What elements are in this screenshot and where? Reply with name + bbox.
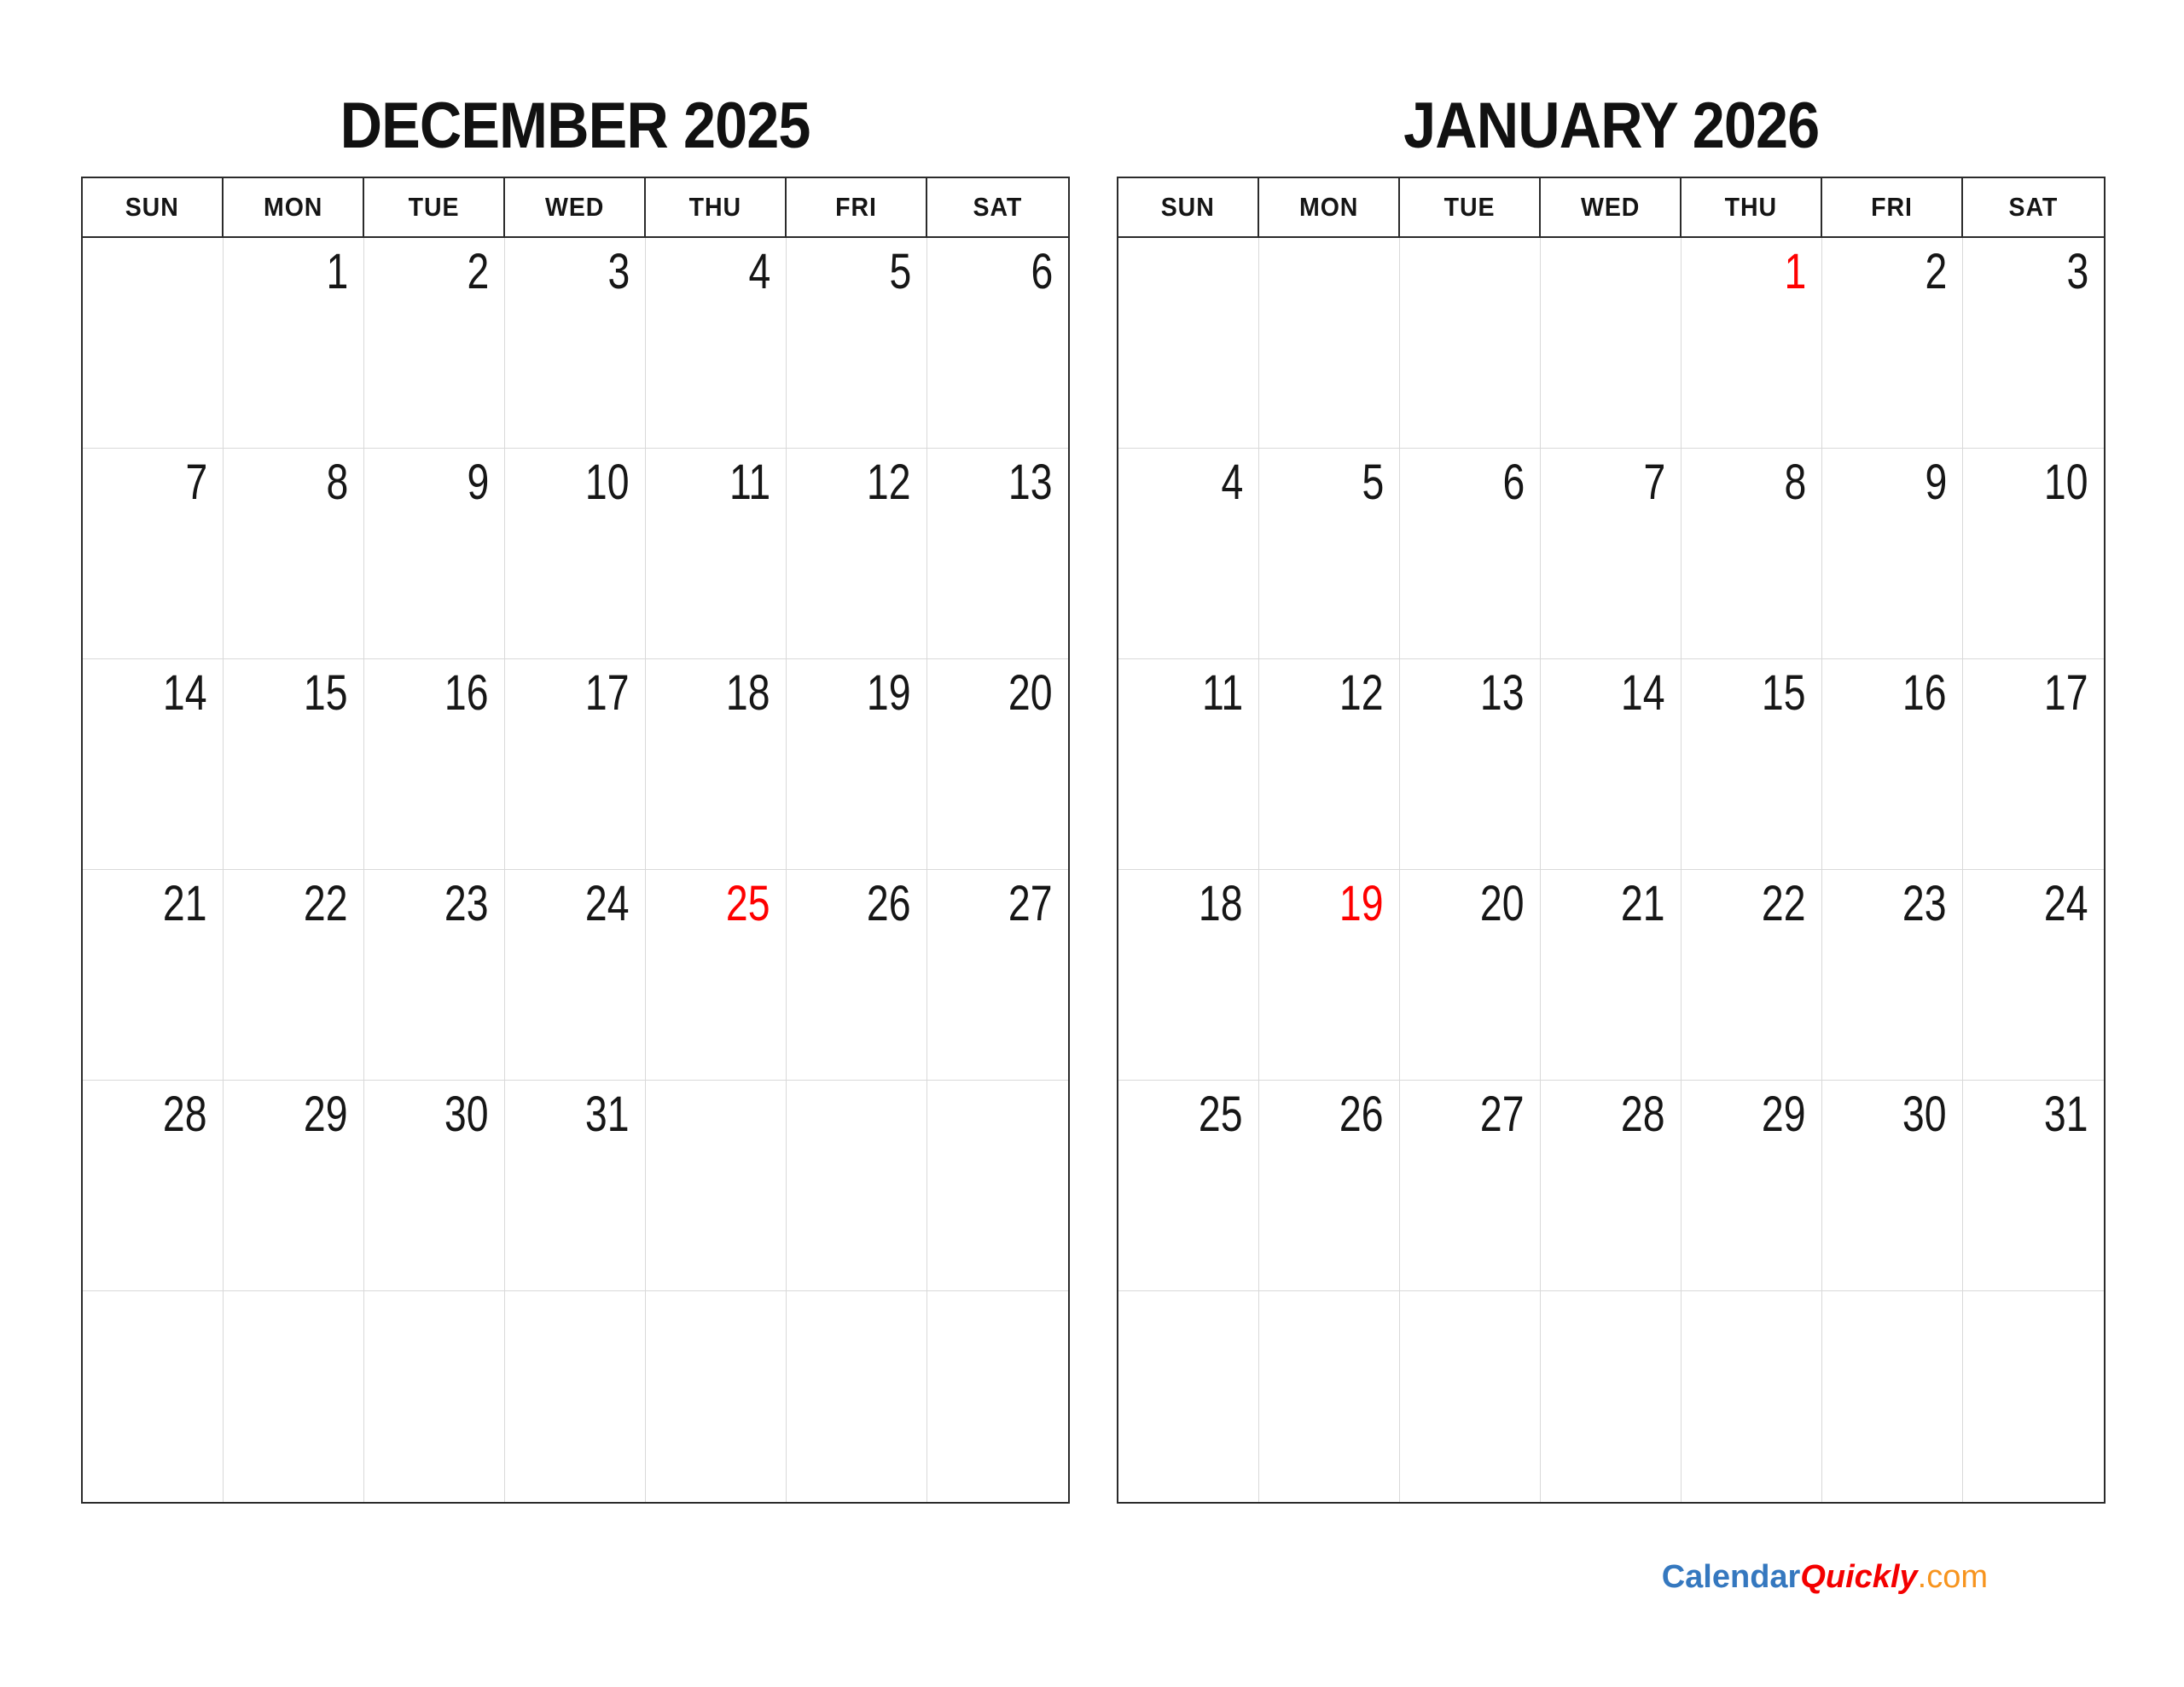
day-number: 2 — [1925, 244, 1947, 299]
day-cell — [83, 1081, 224, 1291]
day-cell — [1541, 870, 1682, 1081]
day-cell — [364, 1081, 505, 1291]
day-cell — [505, 659, 646, 870]
day-number: 28 — [163, 1087, 207, 1142]
empty-day-cell — [646, 1291, 787, 1502]
day-cell — [646, 449, 787, 659]
weekday-header-wed — [1541, 178, 1682, 238]
day-number: 20 — [1480, 876, 1525, 931]
day-cell — [83, 449, 224, 659]
empty-day-cell — [787, 1291, 927, 1502]
day-cell — [1541, 449, 1682, 659]
day-cell — [787, 238, 927, 449]
day-cell — [505, 449, 646, 659]
day-number: 16 — [1902, 665, 1947, 721]
logo-domain-text: .com — [1917, 1559, 1988, 1595]
weekday-label: THU — [688, 192, 742, 222]
day-number: 8 — [326, 455, 348, 510]
day-number: 22 — [1762, 876, 1806, 931]
weekday-label: FRI — [835, 192, 877, 222]
day-cell — [1682, 659, 1822, 870]
empty-day-cell — [1400, 1291, 1541, 1502]
day-number: 27 — [1480, 1087, 1525, 1142]
day-cell — [646, 659, 787, 870]
day-number: 29 — [1762, 1087, 1806, 1142]
day-cell — [1963, 449, 2104, 659]
day-cell — [1541, 1081, 1682, 1291]
day-cell — [224, 870, 364, 1081]
day-cell — [1259, 449, 1400, 659]
empty-day-cell — [1259, 238, 1400, 449]
day-number: 13 — [1008, 455, 1053, 510]
weekday-label: TUE — [408, 192, 460, 222]
empty-day-cell — [927, 1081, 1068, 1291]
day-cell — [83, 870, 224, 1081]
day-cell — [1400, 659, 1541, 870]
calendar-december-2025 — [81, 77, 1070, 1504]
month-title-text: DECEMBER 2025 — [340, 90, 810, 162]
day-number: 5 — [1362, 455, 1384, 510]
day-cell — [364, 238, 505, 449]
day-cell — [927, 449, 1068, 659]
day-cell — [787, 870, 927, 1081]
day-cell — [787, 449, 927, 659]
day-number: 21 — [1621, 876, 1665, 931]
weekday-header-sun — [83, 178, 224, 238]
weekday-header-fri — [787, 178, 927, 238]
day-number: 31 — [585, 1087, 630, 1142]
day-cell — [505, 238, 646, 449]
day-cell — [1400, 449, 1541, 659]
weekday-header-mon — [224, 178, 364, 238]
day-cell — [1400, 1081, 1541, 1291]
weekday-header-fri — [1822, 178, 1963, 238]
day-number: 30 — [1902, 1087, 1947, 1142]
empty-day-cell — [83, 238, 224, 449]
day-number: 23 — [444, 876, 489, 931]
day-number: 6 — [1502, 455, 1525, 510]
empty-day-cell — [1682, 1291, 1822, 1502]
weekday-header-tue — [364, 178, 505, 238]
calendarquickly-logo[interactable] — [1662, 1561, 1988, 1593]
day-cell — [927, 238, 1068, 449]
day-number: 4 — [1221, 455, 1243, 510]
empty-day-cell — [1118, 1291, 1259, 1502]
weekday-label: TUE — [1443, 192, 1496, 222]
day-cell — [927, 870, 1068, 1081]
weekday-header-tue — [1400, 178, 1541, 238]
day-cell — [364, 449, 505, 659]
day-number: 9 — [467, 455, 489, 510]
empty-day-cell — [646, 1081, 787, 1291]
weekday-label: WED — [1580, 192, 1641, 222]
day-number: 10 — [585, 455, 630, 510]
weekday-label: SAT — [973, 192, 1023, 222]
empty-day-cell — [787, 1081, 927, 1291]
day-number: 18 — [726, 665, 770, 721]
day-cell — [1400, 870, 1541, 1081]
day-number: 20 — [1008, 665, 1053, 721]
empty-day-cell — [1400, 238, 1541, 449]
day-number: 29 — [304, 1087, 348, 1142]
day-number: 26 — [867, 876, 911, 931]
empty-day-cell — [1541, 1291, 1682, 1502]
weekday-header-wed — [505, 178, 646, 238]
day-number: 17 — [585, 665, 630, 721]
day-cell — [224, 1081, 364, 1291]
day-number-holiday: 1 — [1784, 244, 1806, 299]
day-number: 26 — [1339, 1087, 1384, 1142]
day-cell — [1259, 1081, 1400, 1291]
day-cell — [1963, 1081, 2104, 1291]
day-cell — [1118, 1081, 1259, 1291]
weekday-header-thu — [1682, 178, 1822, 238]
empty-day-cell — [224, 1291, 364, 1502]
day-cell — [1118, 659, 1259, 870]
empty-day-cell — [1259, 1291, 1400, 1502]
day-cell — [927, 659, 1068, 870]
day-number: 10 — [2044, 455, 2088, 510]
day-number: 5 — [889, 244, 911, 299]
day-number: 28 — [1621, 1087, 1665, 1142]
day-number: 21 — [163, 876, 207, 931]
day-cell — [646, 238, 787, 449]
day-cell — [1822, 659, 1963, 870]
day-number: 15 — [1762, 665, 1806, 721]
day-cell — [1682, 1081, 1822, 1291]
weekday-label: SUN — [125, 192, 179, 222]
day-cell — [1682, 449, 1822, 659]
day-number: 30 — [444, 1087, 489, 1142]
day-cell — [1963, 238, 2104, 449]
day-cell — [1822, 449, 1963, 659]
empty-day-cell — [1963, 1291, 2104, 1502]
day-number: 11 — [1201, 665, 1243, 721]
day-number: 3 — [2066, 244, 2088, 299]
day-number: 19 — [867, 665, 911, 721]
day-cell — [1822, 1081, 1963, 1291]
day-number: 6 — [1031, 244, 1053, 299]
day-number-holiday: 25 — [726, 876, 770, 931]
day-number: 24 — [585, 876, 630, 931]
day-number: 3 — [607, 244, 630, 299]
weekday-label: SAT — [2008, 192, 2059, 222]
empty-day-cell — [364, 1291, 505, 1502]
day-number: 4 — [748, 244, 770, 299]
day-cell — [224, 238, 364, 449]
weekday-label: FRI — [1871, 192, 1913, 222]
day-cell — [787, 659, 927, 870]
day-number: 23 — [1902, 876, 1947, 931]
day-number: 7 — [1643, 455, 1665, 510]
day-cell — [224, 659, 364, 870]
day-number: 7 — [185, 455, 207, 510]
day-number: 12 — [1339, 665, 1384, 721]
day-cell — [1963, 659, 2104, 870]
calendar-january-2026 — [1117, 77, 2106, 1504]
weekday-header-sat — [927, 178, 1068, 238]
day-cell — [364, 659, 505, 870]
month-title-december — [81, 77, 1070, 162]
day-cell — [83, 659, 224, 870]
weekday-label: MON — [1298, 192, 1359, 222]
day-cell — [505, 870, 646, 1081]
calendar-grid-december — [81, 177, 1070, 1504]
weekday-label: MON — [263, 192, 323, 222]
empty-day-cell — [1822, 1291, 1963, 1502]
day-number: 1 — [326, 244, 348, 299]
weekday-header-thu — [646, 178, 787, 238]
day-number: 27 — [1008, 876, 1053, 931]
day-number-holiday: 19 — [1339, 876, 1384, 931]
day-cell — [1682, 870, 1822, 1081]
day-cell — [1259, 870, 1400, 1081]
day-number: 12 — [867, 455, 911, 510]
weekday-header-mon — [1259, 178, 1400, 238]
day-cell — [646, 870, 787, 1081]
day-number: 17 — [2044, 665, 2088, 721]
weekday-label: THU — [1724, 192, 1778, 222]
day-number: 11 — [729, 455, 770, 510]
day-number: 22 — [304, 876, 348, 931]
empty-day-cell — [1118, 238, 1259, 449]
day-cell — [505, 1081, 646, 1291]
day-cell — [364, 870, 505, 1081]
day-cell — [1259, 659, 1400, 870]
day-cell — [224, 449, 364, 659]
day-number: 31 — [2044, 1087, 2088, 1142]
weekday-label: WED — [544, 192, 605, 222]
day-cell — [1118, 870, 1259, 1081]
weekday-header-sat — [1963, 178, 2104, 238]
day-cell — [1822, 238, 1963, 449]
day-number: 14 — [163, 665, 207, 721]
month-title-january — [1117, 77, 2106, 162]
day-number: 2 — [467, 244, 489, 299]
day-number: 14 — [1621, 665, 1665, 721]
empty-day-cell — [505, 1291, 646, 1502]
day-cell — [1118, 449, 1259, 659]
day-number: 25 — [1199, 1087, 1243, 1142]
day-number: 24 — [2044, 876, 2088, 931]
day-cell — [1541, 659, 1682, 870]
empty-day-cell — [927, 1291, 1068, 1502]
empty-day-cell — [83, 1291, 224, 1502]
empty-day-cell — [1541, 238, 1682, 449]
day-cell — [1822, 870, 1963, 1081]
calendar-grid-january — [1117, 177, 2106, 1504]
day-number: 16 — [444, 665, 489, 721]
month-title-text: JANUARY 2026 — [1403, 90, 1820, 162]
day-number: 9 — [1925, 455, 1947, 510]
day-number: 15 — [304, 665, 348, 721]
day-number: 18 — [1199, 876, 1243, 931]
day-cell — [1682, 238, 1822, 449]
logo-calendar-text: Calendar — [1661, 1559, 1801, 1595]
logo-quickly-text: Quickly — [1800, 1559, 1918, 1595]
day-cell — [1963, 870, 2104, 1081]
weekday-header-sun — [1118, 178, 1259, 238]
day-number: 13 — [1480, 665, 1525, 721]
day-number: 8 — [1784, 455, 1806, 510]
weekday-label: SUN — [1161, 192, 1215, 222]
